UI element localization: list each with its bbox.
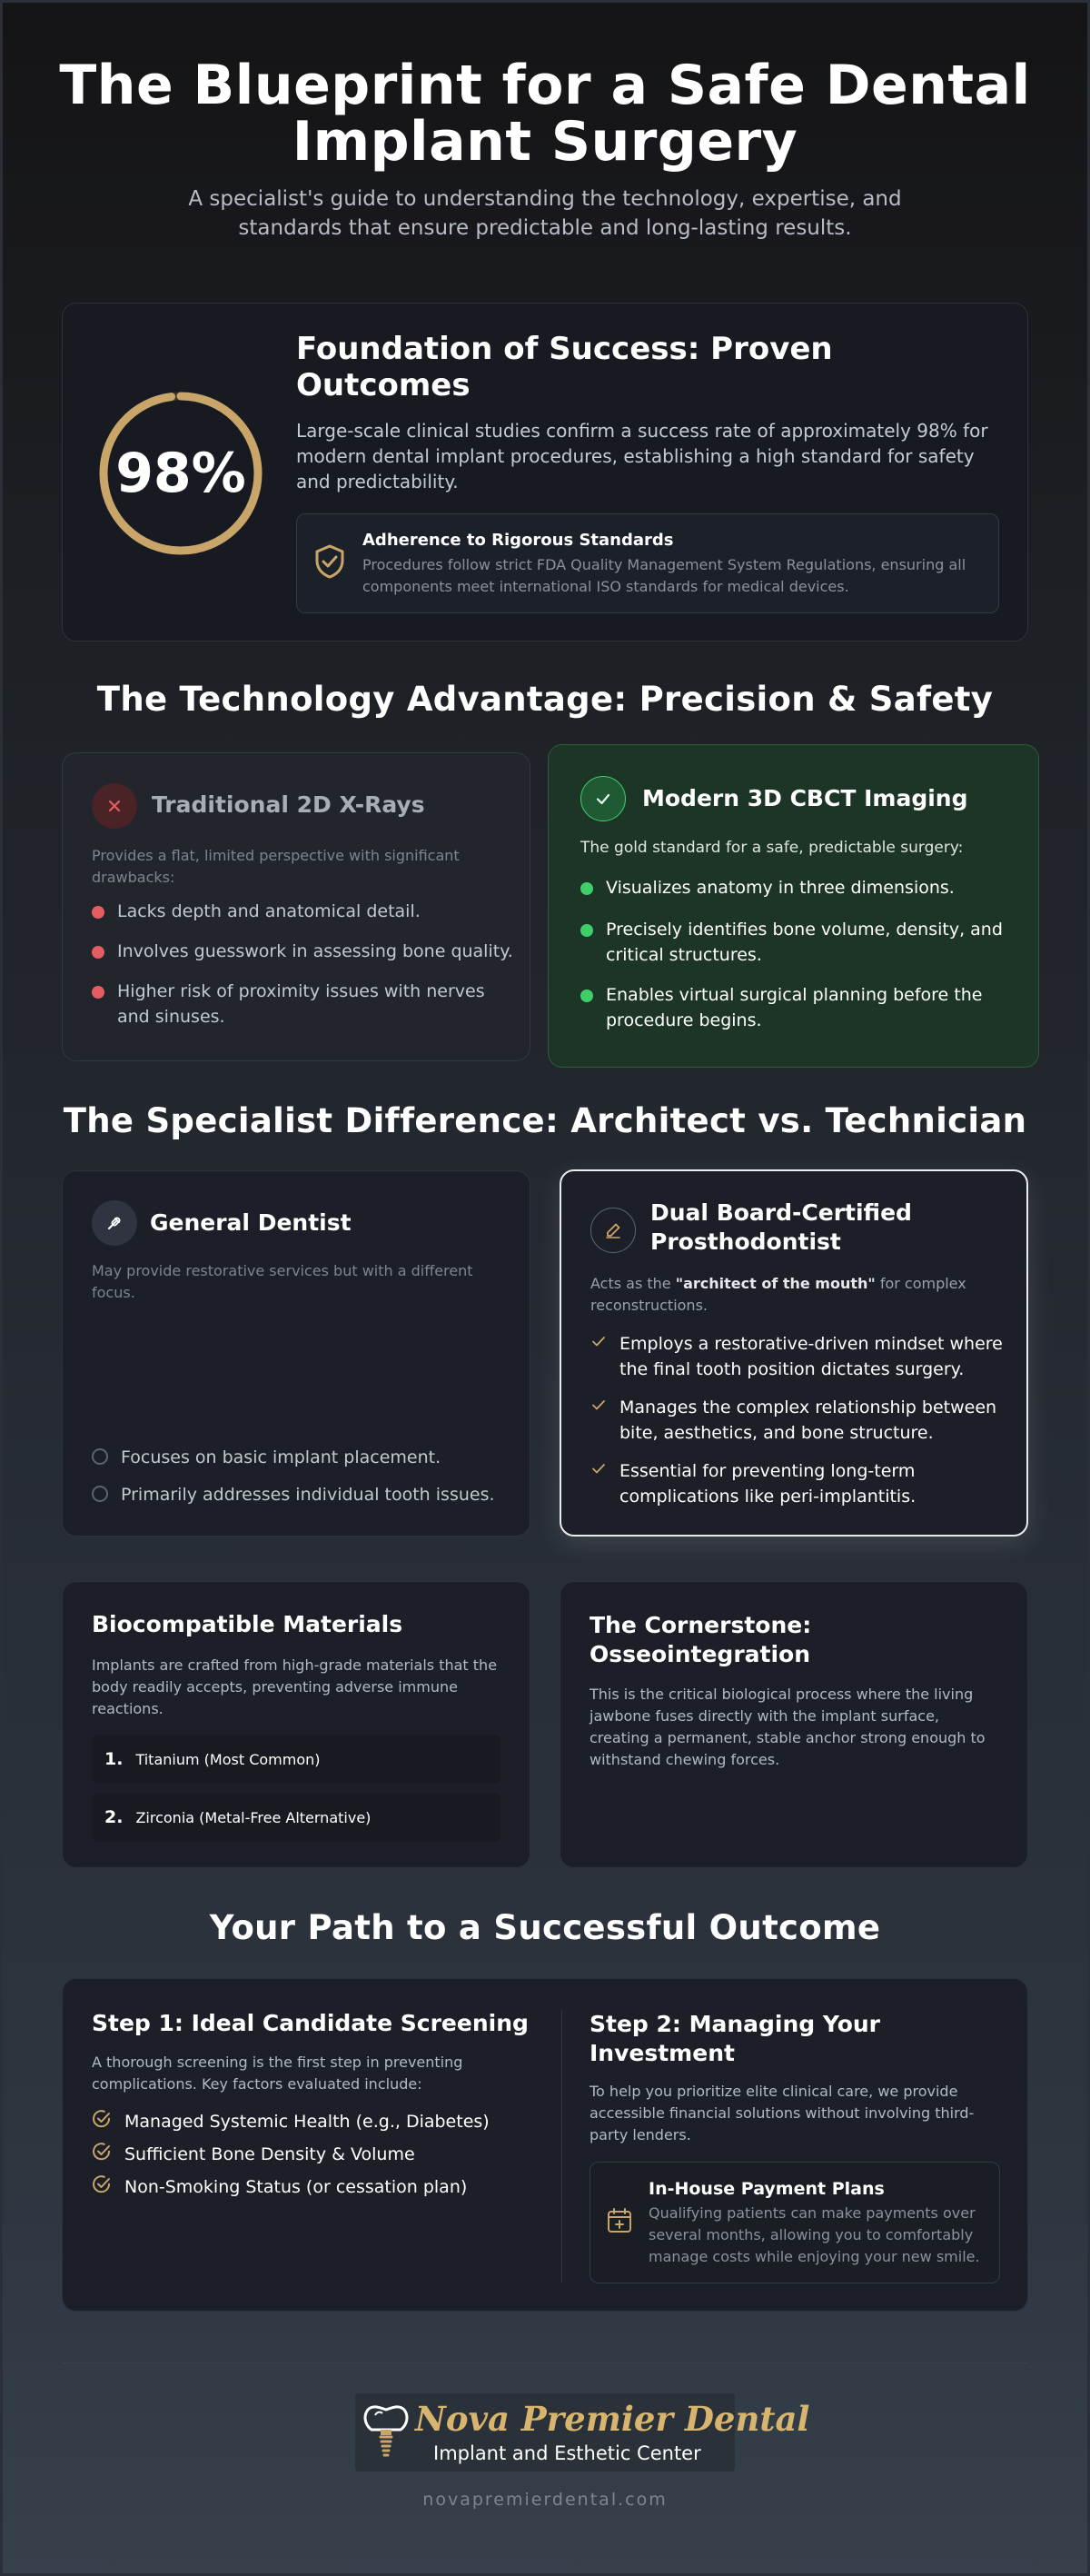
step2-title-line2: Investment xyxy=(590,2040,735,2066)
prosthodontist-item-2-line2: bite, aesthetics, and bone structure. xyxy=(619,1423,934,1443)
page-subtitle-line1: A specialist's guide to understanding the technology, expertise, and xyxy=(188,187,902,211)
circle-check-icon xyxy=(92,2174,112,2194)
materials-body-line1: Implants are crafted from high-grade materials that the xyxy=(92,1656,498,1674)
circle-check-icon xyxy=(92,2109,112,2129)
page-subtitle-line2: standards that ensure predictable and long-lasting results. xyxy=(238,216,852,240)
traditional-item-1-text: Lacks depth and anatomical detail. xyxy=(117,901,421,921)
step1-body-line1: A thorough screening is the first step in preventing xyxy=(92,2054,463,2071)
foundation-body-line2: modern dental implant procedures, establishing a high standard for safety xyxy=(296,445,975,467)
gold-check-icon xyxy=(590,1460,607,1477)
materials-title: Biocompatible Materials xyxy=(92,1611,403,1637)
empty-circle-icon xyxy=(92,1486,108,1502)
step2-body-line1: To help you prioritize elite clinical care, we provide xyxy=(590,2083,958,2100)
red-dot-icon xyxy=(92,906,104,919)
gold-check-icon xyxy=(590,1333,607,1349)
prosthodontist-item-3-text xyxy=(619,1458,916,1509)
traditional-title: Traditional 2D X-Rays xyxy=(152,791,425,818)
traditional-item-3-line1: Higher risk of proximity issues with nerves xyxy=(117,981,485,1001)
brand-tagline: Implant and Esthetic Center xyxy=(433,2442,701,2464)
modern-item-2 xyxy=(580,917,1003,968)
footer-divider xyxy=(62,2362,1028,2363)
step1-item-1 xyxy=(92,2109,490,2134)
materials-body-line2: body readily accepts, preventing adverse immune xyxy=(92,1678,458,1696)
step1-item-2 xyxy=(92,2142,415,2167)
step1-item-3 xyxy=(92,2174,467,2200)
prosthodontist-item-2-line1: Manages the complex relationship between xyxy=(619,1397,997,1417)
material-item-1-number: 1. xyxy=(104,1749,124,1769)
prosthodontist-intro-prefix: Acts as the xyxy=(590,1275,676,1292)
traditional-item-3-line2: and sinuses. xyxy=(117,1007,225,1027)
path-divider xyxy=(561,2010,562,2283)
website-link[interactable]: novapremierdental.com xyxy=(422,2490,668,2510)
general-item-2-text: Primarily addresses individual tooth issues. xyxy=(121,1485,495,1505)
foundation-card xyxy=(62,303,1028,642)
standards-title: Adherence to Rigorous Standards xyxy=(362,531,674,550)
traditional-item-1 xyxy=(92,899,421,924)
foundation-body-line3: and predictability. xyxy=(296,471,459,492)
prosthodontist-item-2-text xyxy=(619,1395,996,1446)
prosthodontist-item-3-line2: complications like peri-implantitis. xyxy=(619,1487,917,1507)
prosthodontist-item-1-text xyxy=(619,1331,1003,1382)
modern-item-3-line1: Enables virtual surgical planning before the xyxy=(606,985,983,1005)
green-dot-icon xyxy=(580,882,593,895)
material-item-zirconia xyxy=(92,1793,500,1842)
red-dot-icon xyxy=(92,946,104,959)
payment-plan-box xyxy=(590,2162,1000,2283)
shield-check-icon xyxy=(313,543,346,580)
prosthodontist-item-2 xyxy=(590,1395,996,1446)
prosthodontist-intro-bold: "architect of the mouth" xyxy=(675,1275,876,1292)
pencil-icon xyxy=(590,1208,636,1253)
tooth-implant-logo-icon xyxy=(361,2402,411,2462)
green-dot-icon xyxy=(580,924,593,937)
standards-line2: components meet international ISO standards for medical devices. xyxy=(362,578,849,595)
modern-intro: The gold standard for a safe, predictable surgery: xyxy=(580,839,964,857)
prosthodontist-item-1-line1: Employs a restorative-driven mindset where xyxy=(619,1334,1003,1354)
general-item-1 xyxy=(92,1445,441,1470)
modern-item-2-text xyxy=(606,917,1003,968)
general-item-1-text: Focuses on basic implant placement. xyxy=(121,1447,441,1467)
general-intro-line2: focus. xyxy=(92,1284,135,1301)
technology-heading: The Technology Advantage: Precision & Safety xyxy=(96,680,994,719)
osseointegration-card xyxy=(560,1581,1028,1868)
modern-item-3 xyxy=(580,982,982,1033)
traditional-item-2 xyxy=(92,939,513,964)
checkmark-icon xyxy=(580,776,626,821)
tooth-pen-icon xyxy=(92,1200,137,1246)
step1-item-1-text: Managed Systemic Health (e.g., Diabetes) xyxy=(124,2112,490,2132)
traditional-intro-line2: drawbacks: xyxy=(92,869,175,886)
payment-plan-line2: several months, allowing you to comfortably xyxy=(649,2226,974,2243)
prosthodontist-intro-suffix: for complex xyxy=(875,1275,966,1292)
osseo-body-line3: creating a permanent, stable anchor strong enough to xyxy=(590,1729,986,1746)
specialist-heading: The Specialist Difference: Architect vs. Technician xyxy=(63,1101,1027,1140)
material-item-titanium xyxy=(92,1735,500,1784)
modern-item-3-text xyxy=(606,982,982,1033)
osseo-body-line1: This is the critical biological process where the living xyxy=(590,1686,974,1703)
payment-plan-title: In-House Payment Plans xyxy=(649,2179,885,2199)
modern-cbct-card xyxy=(548,744,1039,1068)
page-title-line1: The Blueprint for a Safe Dental xyxy=(59,54,1031,117)
osseo-body-line2: jawbone fuses directly with the implant surface, xyxy=(590,1707,939,1725)
step2-body-line3: party lenders. xyxy=(590,2126,691,2143)
general-title: General Dentist xyxy=(150,1209,352,1236)
success-rate-value: 98% xyxy=(115,442,246,505)
modern-item-1 xyxy=(580,875,955,900)
material-item-2-text: Zirconia (Metal-Free Alternative) xyxy=(135,1808,372,1826)
general-dentist-card xyxy=(62,1170,530,1537)
gold-check-icon xyxy=(590,1397,607,1413)
step2-title-line1: Step 2: Managing Your xyxy=(590,2011,880,2037)
payment-plan-line1: Qualifying patients can make payments over xyxy=(649,2204,976,2222)
path-card xyxy=(62,1978,1028,2312)
osseo-body-line4: withstand chewing forces. xyxy=(590,1751,780,1768)
foundation-body-line1: Large-scale clinical studies confirm a success rate of approximately 98% for xyxy=(296,420,988,442)
modern-item-1-text: Visualizes anatomy in three dimensions. xyxy=(606,878,955,898)
prosthodontist-card xyxy=(560,1169,1028,1537)
step1-body-line2: complications. Key factors evaluated include: xyxy=(92,2075,422,2093)
traditional-item-2-text: Involves guesswork in assessing bone quality. xyxy=(117,941,513,961)
x-mark-icon xyxy=(92,783,137,829)
traditional-xray-card xyxy=(62,752,530,1061)
modern-item-2-line1: Precisely identifies bone volume, density, and xyxy=(606,920,1003,940)
modern-item-2-line2: critical structures. xyxy=(606,945,762,965)
red-dot-icon xyxy=(92,986,104,999)
prosthodontist-intro-line1 xyxy=(590,1273,966,1295)
materials-card xyxy=(62,1581,530,1868)
general-intro-line1: May provide restorative services but with a different xyxy=(92,1262,473,1279)
traditional-item-3 xyxy=(92,979,485,1029)
calendar-plus-icon xyxy=(607,2207,632,2234)
standards-box xyxy=(296,513,999,613)
prosthodontist-item-1 xyxy=(590,1331,1003,1382)
foundation-title-line1: Foundation of Success: Proven xyxy=(296,331,833,367)
modern-item-3-line2: procedure begins. xyxy=(606,1010,762,1030)
empty-circle-icon xyxy=(92,1448,108,1465)
step1-title: Step 1: Ideal Candidate Screening xyxy=(92,2010,529,2036)
prosthodontist-item-3-line1: Essential for preventing long-term xyxy=(619,1461,916,1481)
traditional-intro-line1: Provides a flat, limited perspective with significant xyxy=(92,847,460,864)
step2-body-line2: accessible financial solutions without involving third- xyxy=(590,2104,975,2122)
page-title-line2: Implant Surgery xyxy=(292,110,798,174)
foundation-title-line2: Outcomes xyxy=(296,367,471,403)
prosthodontist-item-3 xyxy=(590,1458,916,1509)
step1-item-3-text: Non-Smoking Status (or cessation plan) xyxy=(124,2177,468,2197)
material-item-2-number: 2. xyxy=(104,1807,124,1827)
brand-name: Nova Premier Dental xyxy=(415,2399,810,2439)
material-item-1-text: Titanium (Most Common) xyxy=(135,1750,321,1768)
materials-body-line3: reactions. xyxy=(92,1700,164,1717)
prosthodontist-item-1-line2: the final tooth position dictates surgery. xyxy=(619,1359,965,1379)
green-dot-icon xyxy=(580,990,593,1002)
general-item-2 xyxy=(92,1482,495,1507)
prosthodontist-title-line1: Dual Board-Certified xyxy=(650,1199,912,1226)
traditional-item-3-text xyxy=(117,979,485,1029)
prosthodontist-title-line2: Prosthodontist xyxy=(650,1228,841,1255)
prosthodontist-intro-line2: reconstructions. xyxy=(590,1297,708,1314)
circle-check-icon xyxy=(92,2142,112,2162)
path-heading: Your Path to a Successful Outcome xyxy=(209,1908,881,1947)
standards-line1: Procedures follow strict FDA Quality Management System Regulations, ensuring all xyxy=(362,556,966,573)
step1-item-2-text: Sufficient Bone Density & Volume xyxy=(124,2144,415,2164)
brand-logo xyxy=(355,2393,810,2472)
modern-title: Modern 3D CBCT Imaging xyxy=(642,785,968,811)
osseo-title-line1: The Cornerstone: xyxy=(590,1612,812,1638)
osseo-title-line2: Osseointegration xyxy=(590,1641,811,1667)
payment-plan-line3: manage costs while enjoying your new smile. xyxy=(649,2248,980,2265)
